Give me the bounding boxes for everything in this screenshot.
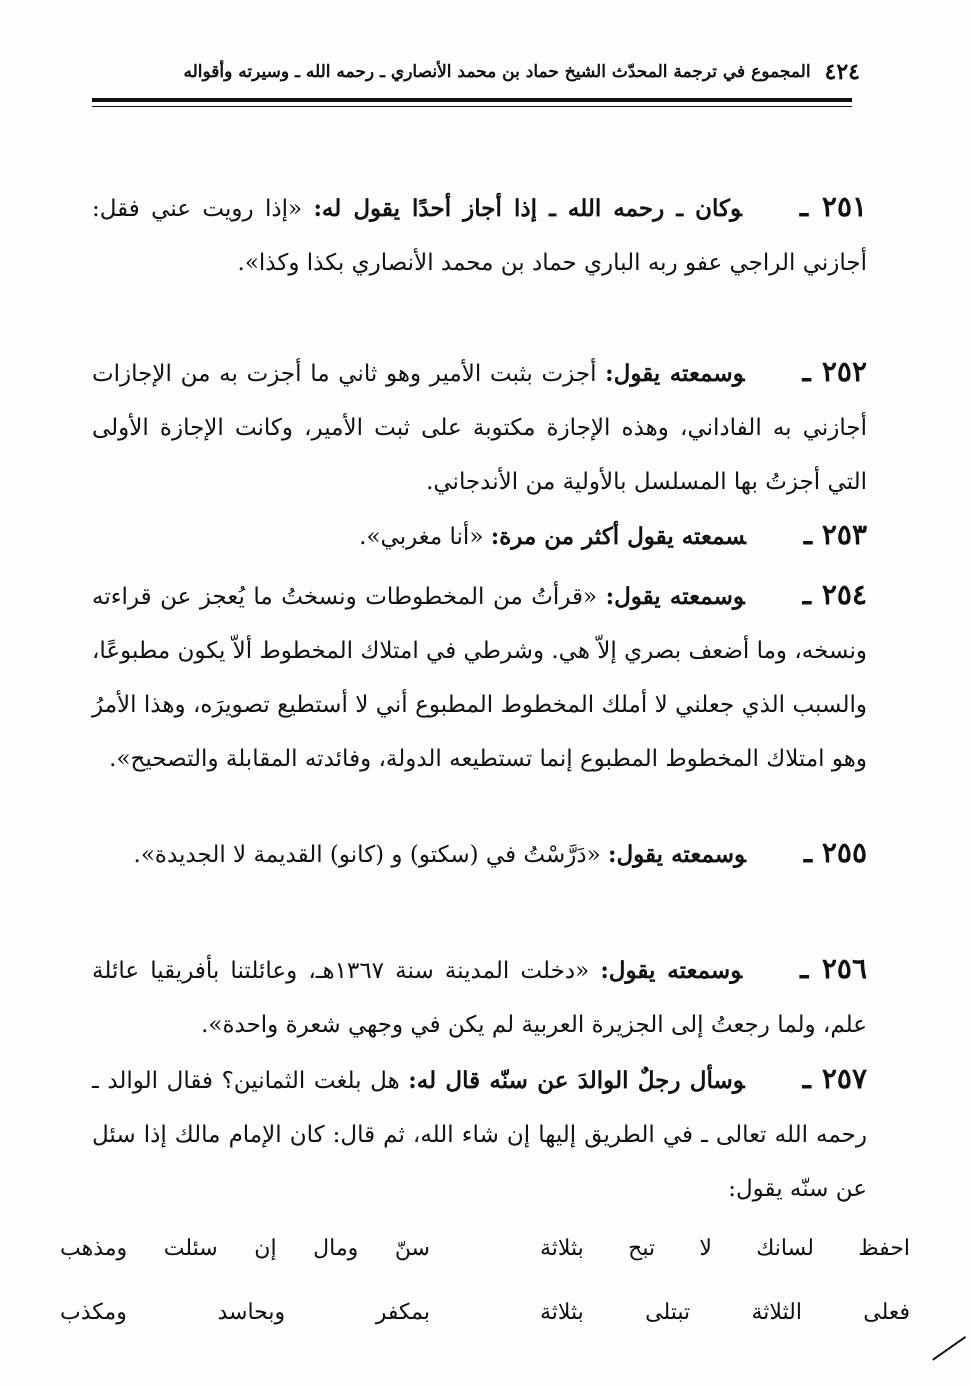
verse-line-1 xyxy=(60,1228,910,1268)
paragraph-253 xyxy=(92,508,867,564)
paragraph-252 xyxy=(92,345,867,509)
item-text: «قرأتُ من المخطوطات ونسختُ ما يُعجز عن قراءته ونسخه، وما أضعف بصري إلاّ هي. وشرطي في امتلاك المخطوط ألاّ يكون مطبوعًا، والسبب الذي جعلني لا أملك المخطوط المطبوع أني لا أستطيع تصويرَه، وهذا الأمرُ وهو امتلاك المخطوط المطبوع إنما تستطيعه الدولة، وفائدته المقابلة والتصحيح». xyxy=(92,584,867,772)
running-header xyxy=(180,52,860,92)
item-number: ٢٥٤ ـ xyxy=(802,578,868,611)
item-lead: وسمعته يقول: xyxy=(607,841,746,868)
verse-left-hemistich: بمكفر وبحاسد ومكذب xyxy=(60,1299,430,1325)
item-lead: وكان ـ رحمه الله ـ إذا أجاز أحدًا يقول له: xyxy=(313,195,742,222)
verse-left-hemistich: سنّ ومال إن سئلت ومذهب xyxy=(60,1235,430,1261)
header-rule-thin xyxy=(92,106,852,107)
item-text: «إذا رويت عني فقل: أجازني الراجي عفو ربه الباري حماد بن محمد الأنصاري بكذا وكذا». xyxy=(92,196,867,276)
item-text: «دخلت المدينة سنة ١٣٦٧هـ، وعائلتنا بأفريقيا عائلة علم، ولما رجعتُ إلى الجزيرة العربية لم يكن في وجهي شعرة واحدة». xyxy=(92,958,867,1038)
paragraph-251 xyxy=(92,180,867,290)
page-number: ٤٢٤ xyxy=(824,59,860,85)
verse-right-hemistich: احفظ لسانك لا تبح بثلاثة xyxy=(540,1235,910,1261)
running-title: المجموع في ترجمة المحدّث الشيخ حماد بن محمد الأنصاري ـ رحمه الله ـ وسيرته وأقواله xyxy=(183,62,811,82)
verse-line-2 xyxy=(60,1292,910,1332)
item-number: ٢٥٢ ـ xyxy=(802,355,867,388)
item-text: هل بلغت الثمانين؟ فقال الوالد ـ رحمه الله تعالى ـ في الطريق إليها إن شاء الله، ثم قال: كان الإمام مالك إذا سئل عن سنّه يقول: xyxy=(92,1068,867,1202)
item-text: «دَرَّسْتُ في (سكتو) و (كانو) القديمة لا الجديدة». xyxy=(133,842,608,868)
verse-right-hemistich: فعلى الثلاثة تبتلى بثلاثة xyxy=(540,1299,910,1325)
item-text: أجزت بثبت الأمير وهو ثاني ما أجزت به من الإجازات أجازني به الفاداني، وهذه الإجازة مكتوبة على ثبت الأمير، وكانت الإجازة الأولى التي أجزتُ بها المسلسل بالأولية من الأندجاني. xyxy=(92,361,867,495)
item-number: ٢٥١ ـ xyxy=(799,190,868,223)
item-lead: وسمعته يقول: xyxy=(605,583,745,610)
paragraph-254 xyxy=(92,568,867,786)
item-number: ٢٥٣ ـ xyxy=(803,518,867,551)
paragraph-257 xyxy=(92,1052,867,1216)
item-lead: وسأل رجلٌ الوالدَ عن سنّه قال له: xyxy=(408,1067,745,1094)
item-number: ٢٥٥ ـ xyxy=(803,836,867,869)
item-number: ٢٥٧ ـ xyxy=(802,1062,867,1095)
paragraph-256 xyxy=(92,942,867,1052)
item-lead: وسمعته يقول: xyxy=(605,360,745,387)
item-lead: سمعته يقول أكثر من مرة: xyxy=(490,523,746,550)
paragraph-255 xyxy=(92,826,867,882)
header-rule-thick xyxy=(92,98,852,102)
item-text: «أنا مغربي». xyxy=(359,524,491,550)
item-number: ٢٥٦ ـ xyxy=(800,952,867,985)
scan-corner-mark xyxy=(932,1336,971,1385)
item-lead: وسمعته يقول: xyxy=(600,957,743,984)
